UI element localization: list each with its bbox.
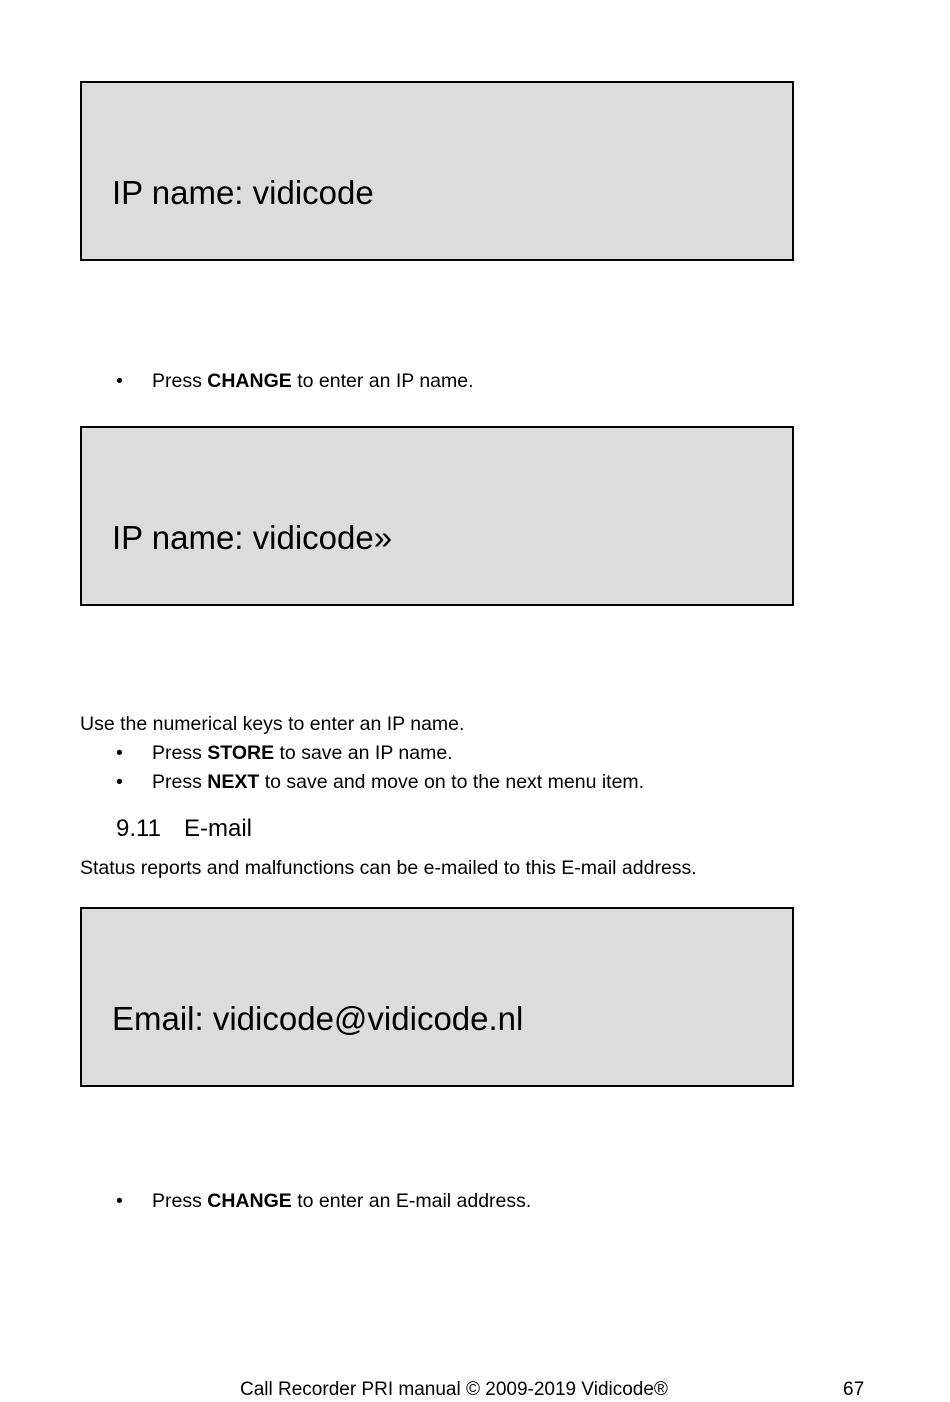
- key-name: CHANGE: [207, 1190, 292, 1212]
- instruction-change-email: • Press CHANGE to enter an E-mail address.: [116, 1190, 532, 1212]
- lcd-display-text: IP name: vidicode: [112, 174, 374, 211]
- section-description: Status reports and malfunctions can be e-mailed to this E-mail address.: [80, 857, 697, 879]
- instruction-next-item: • Press NEXT to save and move on to the next menu item.: [116, 771, 645, 793]
- lcd-display-email: [80, 907, 794, 1087]
- page-number: 67: [843, 1379, 865, 1400]
- bullet-icon: •: [116, 370, 123, 392]
- bullet-icon: •: [116, 1190, 123, 1212]
- instruction-change-ip: • Press CHANGE to enter an IP name.: [116, 370, 474, 392]
- lcd-display-ip-name: [80, 81, 794, 261]
- section-number: 9.11: [116, 815, 161, 842]
- bullet-icon: •: [116, 742, 123, 764]
- bullet-icon: •: [116, 771, 123, 793]
- lcd-display-ip-name-edit: [80, 426, 794, 606]
- key-name: NEXT: [207, 771, 260, 793]
- lcd-display-text: IP name: vidicode»: [112, 519, 393, 556]
- instruction-store-ip: • Press STORE to save an IP name.: [116, 742, 453, 764]
- key-name: CHANGE: [207, 370, 292, 392]
- key-name: STORE: [207, 742, 275, 764]
- footer-copyright: Call Recorder PRI manual © 2009-2019 Vidicode®: [240, 1379, 668, 1400]
- section-title: E-mail: [184, 815, 253, 842]
- lcd-display-text: Email: vidicode@vidicode.nl: [112, 1000, 524, 1037]
- section-heading-email: [116, 813, 252, 845]
- instruction-numeric-keys: Use the numerical keys to enter an IP name.: [80, 713, 465, 735]
